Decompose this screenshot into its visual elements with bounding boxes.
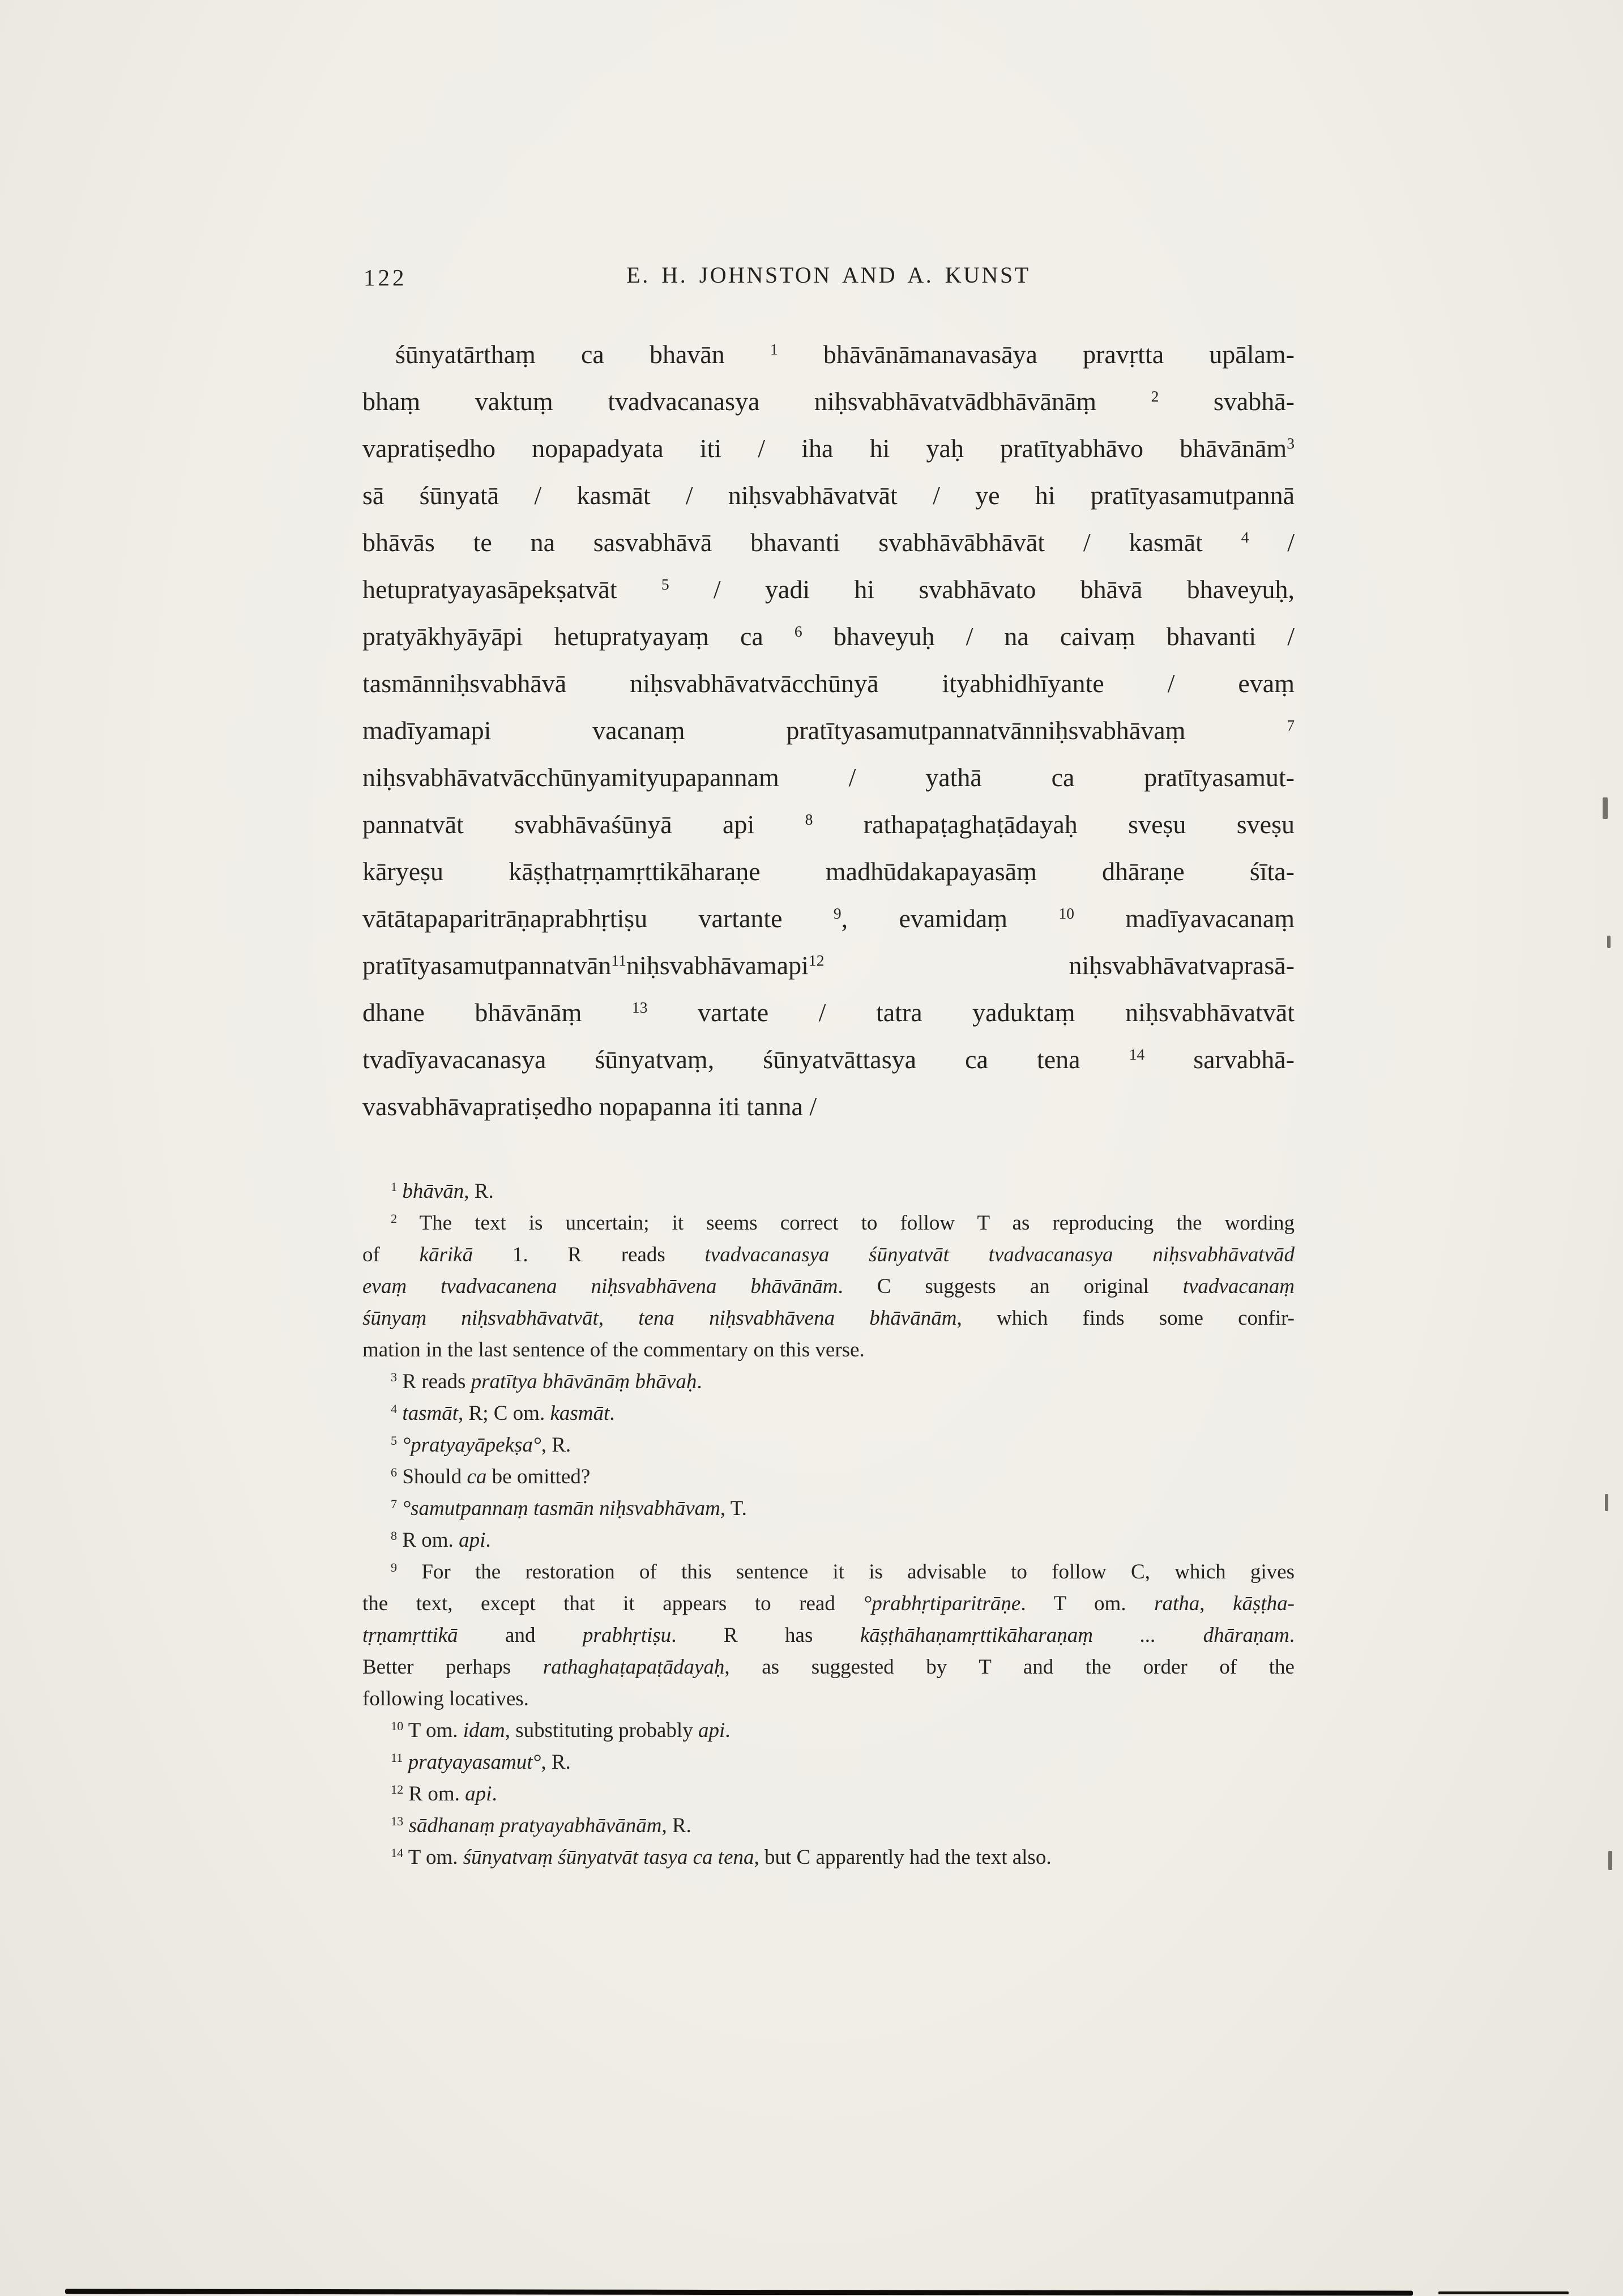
text-run: . <box>492 1782 497 1806</box>
body-text-line <box>362 519 1295 566</box>
footnote-ref: 12 <box>808 951 825 969</box>
text-run: madīyavacanaṃ <box>1074 904 1295 933</box>
text-run: pratītyasamutpannatvān <box>362 951 612 980</box>
text-run: T om. <box>403 1846 463 1869</box>
text-run: bhaveyuḥ / na caivaṃ bhavanti / <box>802 622 1295 651</box>
body-paragraph <box>362 331 1295 1130</box>
body-text-line <box>362 1036 1295 1083</box>
text-run <box>397 1497 402 1520</box>
footnote <box>362 1810 1295 1842</box>
text-run: Should <box>397 1465 467 1488</box>
text-run: vartate / tatra yaduktaṃ niḥsvabhāvatvāt <box>647 998 1295 1027</box>
footnote <box>362 1525 1295 1556</box>
text-run: R om. <box>403 1782 465 1806</box>
footnote-ref: 9 <box>833 904 842 922</box>
footnote-line <box>362 1810 1295 1842</box>
text-run: Better perhaps <box>362 1655 543 1679</box>
text-run: madīyamapi vacanaṃ pratītyasamutpannatvānniḥsvabhāvaṃ <box>362 716 1287 745</box>
text-run: . <box>609 1402 615 1425</box>
text-run: pannatvāt svabhāvaśūnyā api <box>362 810 805 839</box>
footnote-line <box>362 1778 1295 1810</box>
text-run: niḥsvabhāvamapi <box>626 951 809 980</box>
text-run: svabhā- <box>1159 387 1295 416</box>
footnote <box>362 1366 1295 1398</box>
footnote-ref: 12 <box>391 1782 404 1796</box>
body-text-line <box>362 801 1295 848</box>
italic-text: ca <box>467 1465 487 1488</box>
italic-text: bhāvān <box>397 1180 464 1203</box>
text-run: of <box>362 1243 420 1266</box>
running-head: E. H. JOHNSTON AND A. KUNST <box>626 262 1031 288</box>
footnote-ref: 2 <box>391 1211 398 1226</box>
text-run: rathapaṭaghaṭādayaḥ sveṣu sveṣu <box>813 810 1295 839</box>
italic-text: evaṃ tvadvacanena niḥsvabhāvena bhāvānām <box>362 1275 838 1298</box>
footnote-ref: 9 <box>391 1560 398 1574</box>
text-run: , <box>598 1307 639 1330</box>
text-run: sarvabhā- <box>1144 1045 1295 1074</box>
footnote-line <box>362 1525 1295 1556</box>
footnote-ref: 3 <box>1287 434 1295 452</box>
footnote-line <box>362 1271 1295 1303</box>
footnote <box>362 1493 1295 1525</box>
footnote <box>362 1207 1295 1366</box>
footnote-line <box>362 1366 1295 1398</box>
body-text-line <box>362 425 1295 472</box>
body-text-line <box>362 895 1295 942</box>
italic-text: api <box>465 1782 492 1806</box>
text-run: bhāvānāmanavasāya pravṛtta upālam- <box>778 340 1295 369</box>
text-run: vātātapaparitrāṇaprabhṛtiṣu vartante <box>362 904 834 933</box>
text-run: R reads <box>397 1370 471 1393</box>
footnote-ref: 6 <box>391 1465 398 1479</box>
footnote-line <box>362 1176 1295 1207</box>
text-run: śūnyatārthaṃ ca bhavān <box>395 340 770 369</box>
footnote-line <box>362 1303 1295 1334</box>
footnote-line <box>362 1715 1295 1747</box>
footnote-ref: 7 <box>391 1496 398 1511</box>
text-run: , R. <box>661 1814 691 1837</box>
footnote-line <box>362 1334 1295 1366</box>
body-text-line <box>362 566 1295 613</box>
italic-text: śūnyaṃ niḥsvabhāvatvāt <box>362 1307 599 1330</box>
text-run: . <box>485 1529 491 1552</box>
text-run: dhane bhāvānāṃ <box>362 998 632 1027</box>
text-run: niḥsvabhāvatvācchūnyamityupapannam / yathā ca pratītyasamut- <box>362 763 1295 792</box>
italic-text: °prabhṛtiparitrāṇe <box>863 1592 1021 1615</box>
footnote <box>362 1747 1295 1778</box>
italic-text: pratītya bhāvānāṃ bhāvaḥ <box>471 1370 697 1393</box>
text-run: , T. <box>720 1497 747 1520</box>
footnote <box>362 1778 1295 1810</box>
footnote-line <box>362 1429 1295 1461</box>
scan-artifact-bottom-edge <box>65 2289 1413 2295</box>
text-run: , R; C om. <box>458 1402 550 1425</box>
body-text-line <box>362 707 1295 754</box>
text-run <box>397 1402 402 1425</box>
footnote-ref: 5 <box>661 575 669 593</box>
footnote <box>362 1429 1295 1461</box>
footnote-line <box>362 1747 1295 1778</box>
footnote-ref: 6 <box>794 622 802 640</box>
text-run: , R. <box>541 1433 571 1457</box>
footnote-ref: 13 <box>391 1813 404 1828</box>
text-run: T om. <box>403 1719 463 1742</box>
footnote-ref: 10 <box>1058 904 1074 922</box>
footnote-ref: 8 <box>805 810 813 828</box>
scan-artifact <box>1603 797 1608 819</box>
footnote-line <box>362 1620 1295 1651</box>
text-run: . <box>1289 1624 1295 1647</box>
footnote-line <box>362 1683 1295 1715</box>
italic-text: tasmāt <box>402 1402 459 1425</box>
italic-text: api <box>698 1719 725 1742</box>
text-run: The text is uncertain; it seems correct to follow T as reproducing the wording <box>397 1211 1295 1235</box>
text-run: , R. <box>541 1751 571 1774</box>
text-run: mation in the last sentence of the commentary on this verse. <box>362 1338 865 1362</box>
italic-text: kāṣṭhāhaṇamṛttikāharaṇaṃ ... dhāraṇam <box>860 1624 1289 1647</box>
body-text-line <box>362 754 1295 801</box>
footnote-ref: 14 <box>391 1845 404 1860</box>
scan-artifact <box>1608 1851 1612 1870</box>
text-run: 1. R reads <box>473 1243 705 1266</box>
page-header <box>362 262 1295 296</box>
text-run: tvadīyavacanasya śūnyatvaṃ, śūnyatvāttasya ca tena <box>362 1045 1129 1074</box>
footnote-line <box>362 1493 1295 1525</box>
text-run: . <box>697 1370 702 1393</box>
body-text-line <box>362 472 1295 519</box>
footnote-line <box>362 1207 1295 1239</box>
footnote <box>362 1176 1295 1207</box>
text-run: , but C apparently had the text also. <box>754 1846 1052 1869</box>
italic-text: rathaghaṭapaṭādayaḥ <box>543 1655 725 1679</box>
footnote-line <box>362 1588 1295 1620</box>
text-run: , substituting probably <box>505 1719 698 1742</box>
footnote-ref: 10 <box>391 1718 404 1733</box>
footnote-ref: 13 <box>631 998 648 1016</box>
scan-artifact <box>1605 1494 1608 1511</box>
text-run: , <box>1199 1592 1233 1615</box>
footnote-ref: 3 <box>391 1369 398 1384</box>
page-number: 122 <box>364 264 407 291</box>
text-run: niḥsvabhāvatvaprasā- <box>824 951 1295 980</box>
footnote-line <box>362 1651 1295 1683</box>
footnote-ref: 1 <box>770 340 778 358</box>
footnote-ref: 11 <box>611 951 626 969</box>
italic-text: °samutpannaṃ tasmān niḥsvabhāvam <box>402 1497 720 1520</box>
footnote-line <box>362 1556 1295 1588</box>
italic-text: tṛṇamṛttikā <box>362 1624 458 1647</box>
text-run: , as suggested by T and the order of the <box>724 1655 1295 1679</box>
text-run: , evamidaṃ <box>841 904 1059 933</box>
body-text-line <box>362 378 1295 425</box>
text-run: . T om. <box>1020 1592 1155 1615</box>
footnote-ref: 1 <box>391 1179 398 1194</box>
text-run <box>397 1433 402 1457</box>
italic-text: tvadvacanasya śūnyatvāt tvadvacanasya niḥsvabhāvatvād <box>704 1243 1295 1266</box>
footnote-ref: 2 <box>1151 387 1159 405</box>
footnote <box>362 1715 1295 1747</box>
footnote-ref: 14 <box>1129 1045 1145 1063</box>
text-run: and <box>458 1624 583 1647</box>
text-run: vasvabhāvapratiṣedho nopapanna iti tanna / <box>362 1092 817 1121</box>
text-run: vapratiṣedho nopapadyata iti / iha hi yaḥ pratītyabhāvo bhāvānām <box>362 434 1287 463</box>
footnote-ref: 7 <box>1287 716 1295 734</box>
footnotes <box>362 1176 1295 1873</box>
text-run: . C suggests an original <box>838 1275 1183 1298</box>
footnote-line <box>362 1239 1295 1271</box>
text-run: be omitted? <box>486 1465 591 1488</box>
footnote-ref: 4 <box>391 1401 398 1416</box>
footnote-ref: 11 <box>391 1750 403 1765</box>
footnote-ref: 8 <box>391 1528 398 1543</box>
footnote-line <box>362 1842 1295 1873</box>
text-run: R om. <box>397 1529 459 1552</box>
body-text-line <box>362 660 1295 707</box>
italic-text: kāṣṭha- <box>1233 1592 1295 1615</box>
text-run <box>403 1751 408 1774</box>
body-text-line <box>362 848 1295 895</box>
text-run: hetupratyayasāpekṣatvāt <box>362 575 661 604</box>
body-text-line <box>362 989 1295 1036</box>
footnote-line <box>362 1461 1295 1493</box>
text-run: bhāvās te na sasvabhāvā bhavanti svabhāvābhāvāt / kasmāt <box>362 528 1241 557</box>
text-run: tasmānniḥsvabhāvā niḥsvabhāvatvācchūnyā ityabhidhīyante / evaṃ <box>362 669 1295 698</box>
footnote <box>362 1556 1295 1715</box>
footnote <box>362 1461 1295 1493</box>
footnote <box>362 1398 1295 1429</box>
text-run: kāryeṣu kāṣṭhatṛṇamṛttikāharaṇe madhūdakapayasāṃ dhāraṇe śīta- <box>362 857 1295 886</box>
scan-artifact-bottom-edge <box>1438 2291 1569 2294</box>
italic-text: tvadvacanaṃ <box>1182 1275 1295 1298</box>
body-text-line <box>362 613 1295 660</box>
italic-text: ratha <box>1154 1592 1200 1615</box>
text-run: / yadi hi svabhāvato bhāvā bhaveyuḥ, <box>669 575 1295 604</box>
text-run: pratyākhyāyāpi hetupratyayaṃ ca <box>362 622 795 651</box>
italic-text: tena niḥsvabhāvena bhāvānām <box>638 1307 957 1330</box>
text-run: the text, except that it appears to read <box>362 1592 864 1615</box>
text-run: , R. <box>464 1180 494 1203</box>
text-run: bhaṃ vaktuṃ tvadvacanasya niḥsvabhāvatvādbhāvānāṃ <box>362 387 1151 416</box>
scan-artifact <box>1607 936 1611 948</box>
italic-text: idam <box>463 1719 505 1742</box>
italic-text: kārikā <box>419 1243 473 1266</box>
text-run: , which finds some confir- <box>956 1307 1295 1330</box>
italic-text: kasmāt <box>550 1402 610 1425</box>
italic-text: sādhanaṃ pratyayabhāvānām <box>408 1814 662 1837</box>
text-run: . R has <box>671 1624 860 1647</box>
text-run: / <box>1249 528 1295 557</box>
text-run: following locatives. <box>362 1687 529 1710</box>
text-run: . <box>725 1719 731 1742</box>
italic-text: api <box>459 1529 486 1552</box>
italic-text: prabhṛtiṣu <box>582 1624 672 1647</box>
footnote-ref: 4 <box>1241 528 1249 546</box>
footnote-ref: 5 <box>391 1433 398 1448</box>
body-text-line <box>362 331 1295 378</box>
text-run: For the restoration of this sentence it is advisable to follow C, which gives <box>397 1560 1295 1584</box>
body-text-line <box>362 1083 1295 1130</box>
body-text-line <box>362 942 1295 989</box>
footnote <box>362 1842 1295 1873</box>
italic-text: pratyayasamut° <box>408 1751 541 1774</box>
italic-text: °pratyayāpekṣa° <box>402 1433 541 1457</box>
text-run: sā śūnyatā / kasmāt / niḥsvabhāvatvāt / ye hi pratītyasamutpannā <box>362 481 1295 510</box>
italic-text: śūnyatvaṃ śūnyatvāt tasya ca tena <box>463 1846 754 1869</box>
footnote-line <box>362 1398 1295 1429</box>
